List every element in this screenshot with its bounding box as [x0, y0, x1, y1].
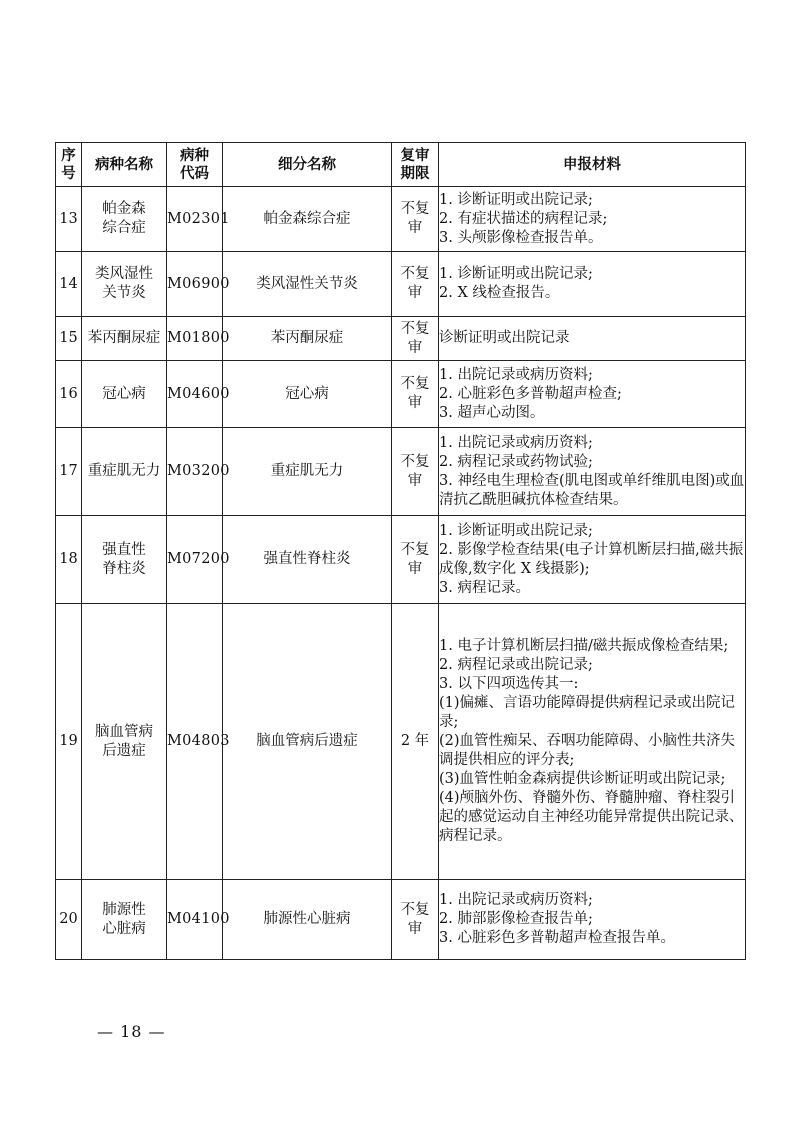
row-seq: 20 [56, 880, 82, 960]
material-item: 1. 出院记录或病历资料; [439, 892, 593, 908]
row-disease-code: M02301 [167, 187, 223, 252]
row-subname: 冠心病 [223, 361, 392, 428]
disease-table [55, 142, 746, 960]
row-materials [439, 252, 746, 317]
table-row [56, 252, 746, 317]
row-subname: 帕金森综合症 [223, 187, 392, 252]
table-row [56, 880, 746, 960]
row-disease-code: M07200 [167, 516, 223, 604]
row-seq: 15 [56, 317, 82, 361]
row-review-period: 2 年 [392, 604, 439, 880]
material-item: 3. 以下四项选传其一: [439, 676, 579, 692]
material-item: 1. 出院记录或病历资料; [439, 366, 593, 383]
row-materials [439, 604, 746, 880]
material-item: 1. 诊断证明或出院记录; [439, 191, 593, 208]
material-item: (3)血管性帕金森病提供诊断证明或出院记录; [439, 771, 726, 787]
row-subname: 肺源性心脏病 [223, 880, 392, 960]
row-seq: 13 [56, 187, 82, 252]
row-review-period: 不复 审 [392, 187, 439, 252]
row-seq: 16 [56, 361, 82, 428]
row-subname: 苯丙酮尿症 [223, 317, 392, 361]
row-review-period: 不复 审 [392, 516, 439, 604]
row-review-period: 不复 审 [392, 428, 439, 516]
row-seq: 17 [56, 428, 82, 516]
table-header-row [56, 143, 746, 187]
row-disease-code: M01800 [167, 317, 223, 361]
row-materials [439, 187, 746, 252]
row-disease-name: 帕金森 综合症 [82, 187, 167, 252]
row-review-period: 不复 审 [392, 317, 439, 361]
material-item: 1. 诊断证明或出院记录; [439, 266, 593, 282]
row-disease-code: M04803 [167, 604, 223, 880]
row-subname: 脑血管病后遗症 [223, 604, 392, 880]
material-item: (1)偏瘫、言语功能障碍提供病程记录或出院记录; [439, 695, 736, 730]
material-item: 3. 头颅影像检查报告单。 [439, 229, 603, 246]
row-disease-name: 冠心病 [82, 361, 167, 428]
row-review-period: 不复 审 [392, 361, 439, 428]
table-row [56, 187, 746, 252]
row-subname: 强直性脊柱炎 [223, 516, 392, 604]
header-materials: 申报材料 [439, 143, 746, 187]
material-item: 3. 神经电生理检查(肌电图或单纤维肌电图)或血清抗乙酰胆碱抗体检查结果。 [439, 472, 745, 508]
material-item: 诊断证明或出院记录 [439, 330, 570, 346]
table-row [56, 516, 746, 604]
row-subname: 类风湿性关节炎 [223, 252, 392, 317]
row-disease-code: M03200 [167, 428, 223, 516]
page-number: — 18 — [97, 1022, 166, 1041]
row-review-period: 不复 审 [392, 880, 439, 960]
row-disease-name: 脑血管病 后遗症 [82, 604, 167, 880]
material-item: 3. 病程记录。 [439, 579, 530, 596]
table-row [56, 604, 746, 880]
material-item: 1. 出院记录或病历资料; [439, 434, 593, 451]
row-disease-code: M04100 [167, 880, 223, 960]
material-item: 3. 超声心动图。 [439, 404, 545, 421]
row-seq: 14 [56, 252, 82, 317]
row-seq: 19 [56, 604, 82, 880]
table-row [56, 428, 746, 516]
material-item: (4)颅脑外伤、脊髓外伤、脊髓肿瘤、脊柱裂引起的感觉运动自主神经功能异常提供出院记录、病程记录。 [439, 790, 744, 844]
row-review-period: 不复 审 [392, 252, 439, 317]
row-materials [439, 880, 746, 960]
material-item: 2. X 线检查报告。 [439, 285, 560, 301]
row-materials [439, 428, 746, 516]
row-seq: 18 [56, 516, 82, 604]
material-item: 2. 病程记录或药物试验; [439, 453, 593, 470]
material-item: 2. 病程记录或出院记录; [439, 657, 593, 673]
material-item: 2. 影像学检查结果(电子计算机断层扫描,磁共振成像,数字化 X 线摄影); [439, 541, 744, 577]
row-disease-name: 类风湿性 关节炎 [82, 252, 167, 317]
header-period: 复审 期限 [392, 143, 439, 187]
material-item: 1. 诊断证明或出院记录; [439, 522, 593, 539]
header-code: 病种 代码 [167, 143, 223, 187]
row-disease-code: M06900 [167, 252, 223, 317]
table-row [56, 361, 746, 428]
row-materials [439, 361, 746, 428]
row-disease-name: 苯丙酮尿症 [82, 317, 167, 361]
material-item: 2. 心脏彩色多普勒超声检查; [439, 385, 622, 402]
table-row [56, 317, 746, 361]
row-materials [439, 516, 746, 604]
material-item: 1. 电子计算机断层扫描/磁共振成像检查结果; [439, 638, 729, 654]
header-seq: 序 号 [56, 143, 82, 187]
row-disease-name: 重症肌无力 [82, 428, 167, 516]
material-item: 2. 有症状描述的病程记录; [439, 210, 608, 227]
row-disease-name: 强直性 脊柱炎 [82, 516, 167, 604]
header-subname: 细分名称 [223, 143, 392, 187]
row-materials [439, 317, 746, 361]
row-disease-code: M04600 [167, 361, 223, 428]
material-item: (2)血管性痴呆、吞咽功能障碍、小脑性共济失调提供相应的评分表; [439, 733, 736, 768]
material-item: 3. 心脏彩色多普勒超声检查报告单。 [439, 930, 675, 946]
row-subname: 重症肌无力 [223, 428, 392, 516]
header-name: 病种名称 [82, 143, 167, 187]
material-item: 2. 肺部影像检查报告单; [439, 911, 593, 927]
row-disease-name: 肺源性 心脏病 [82, 880, 167, 960]
